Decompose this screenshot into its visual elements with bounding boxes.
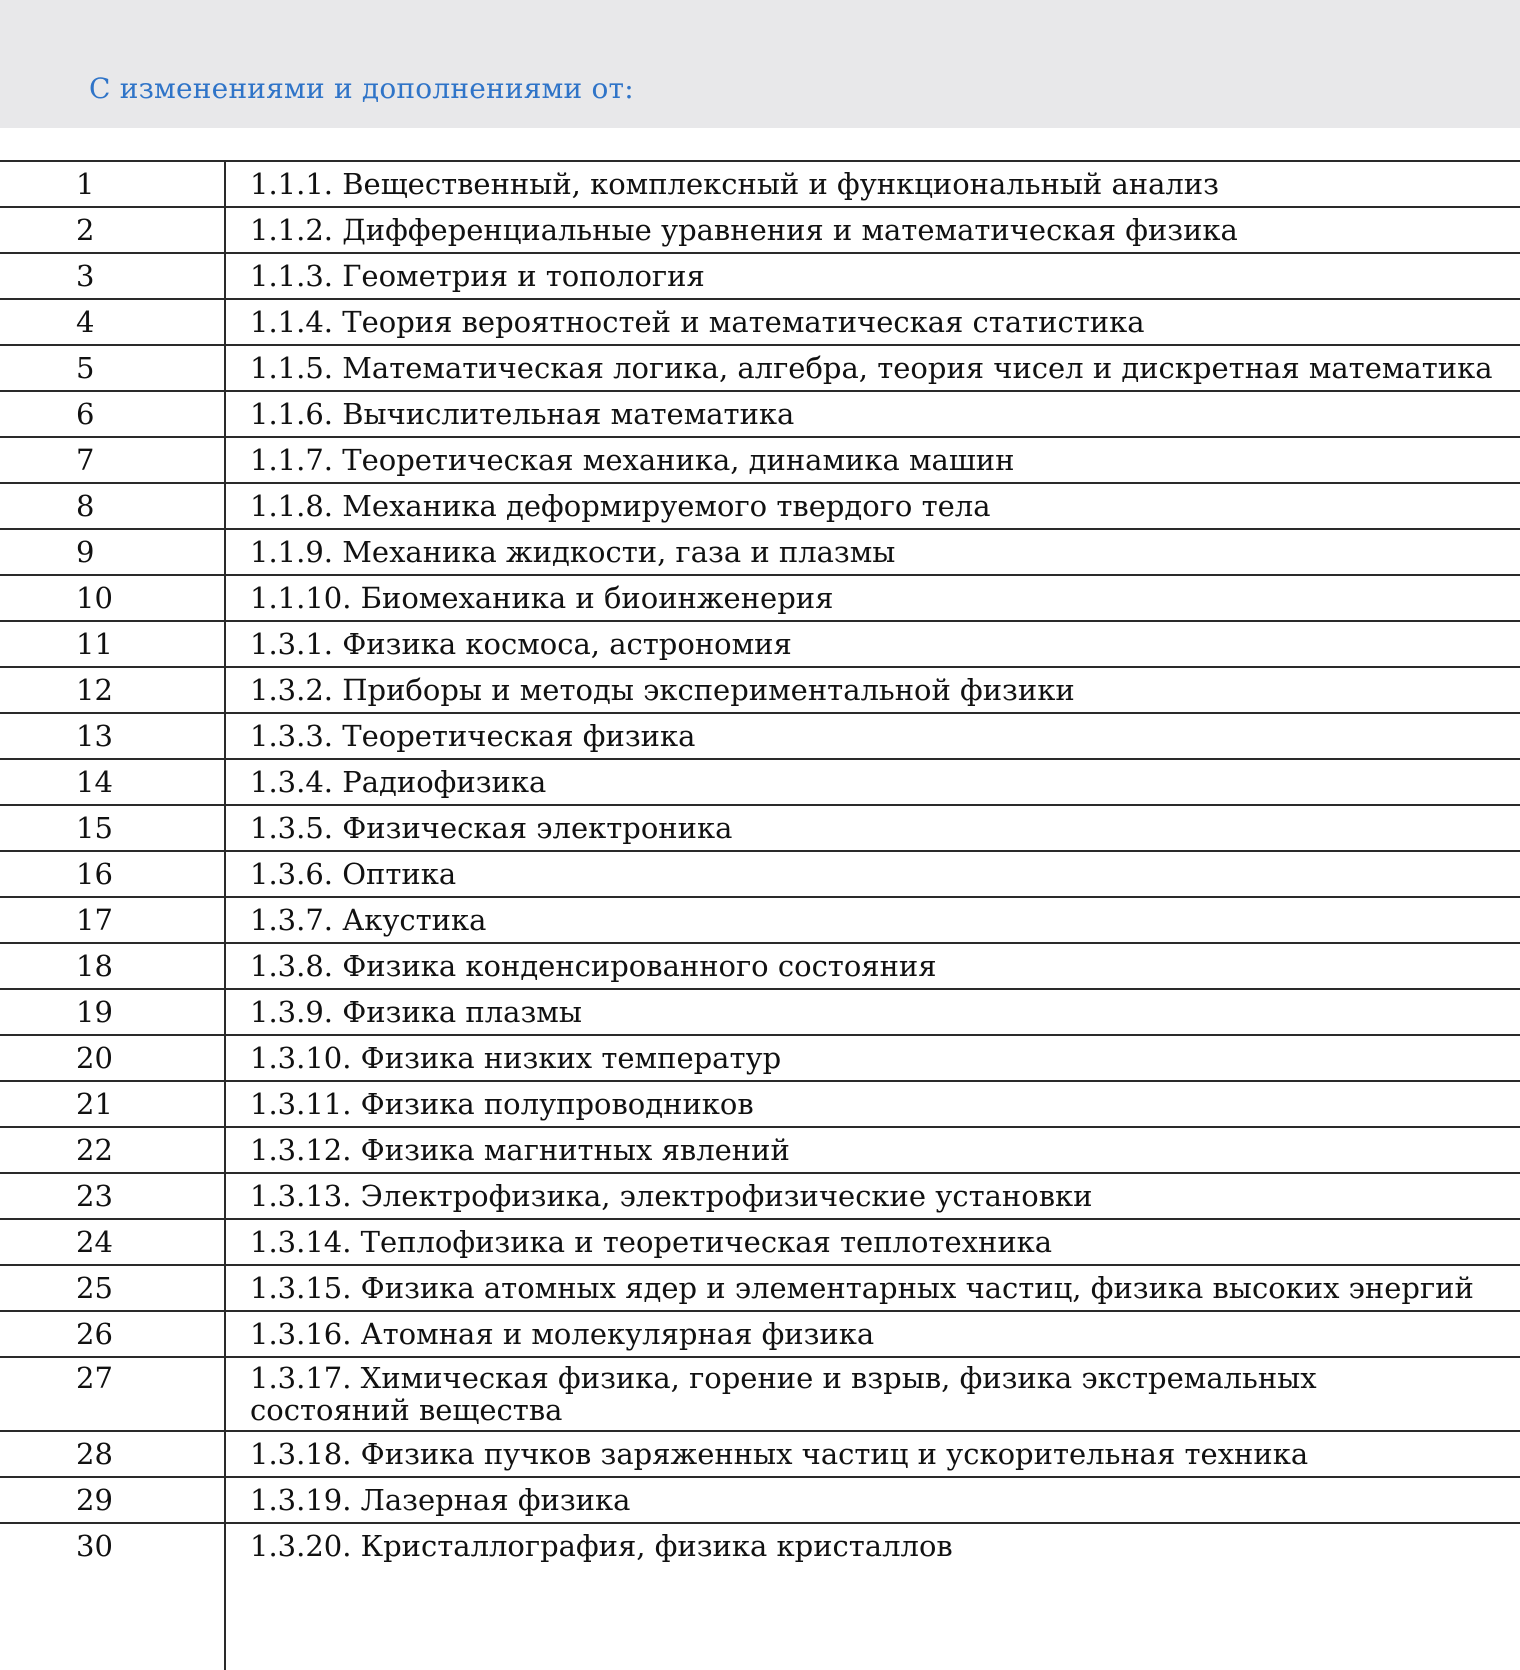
row-title: 1.3.13. Электрофизика, электрофизические установки: [250, 1179, 1093, 1213]
amendments-heading: С изменениями и дополнениями от:: [89, 72, 634, 105]
row-title: 1.3.20. Кристаллография, физика кристаллов: [250, 1529, 953, 1563]
row-title: 1.3.6. Оптика: [250, 857, 457, 891]
row-number: 28: [76, 1437, 113, 1471]
row-title: 1.1.4. Теория вероятностей и математическая статистика: [250, 305, 1145, 339]
row-number: 18: [76, 949, 113, 983]
table-row: [0, 299, 1520, 345]
specialties-table-container: [0, 160, 1520, 1670]
row-title: 1.3.2. Приборы и методы экспериментальной физики: [250, 673, 1075, 707]
table-row: [0, 1477, 1520, 1523]
table-row: [0, 1035, 1520, 1081]
row-number: 20: [76, 1041, 113, 1075]
row-number: 26: [76, 1317, 113, 1351]
row-title: 1.3.7. Акустика: [250, 903, 487, 937]
row-number: 25: [76, 1271, 113, 1305]
row-number: 8: [76, 489, 95, 523]
row-number: 7: [76, 443, 95, 477]
table-row: [0, 805, 1520, 851]
table-body: [0, 161, 1520, 1569]
row-number: 23: [76, 1179, 113, 1213]
row-title: 1.1.8. Механика деформируемого твердого тела: [250, 489, 991, 523]
table-row: [0, 713, 1520, 759]
row-title: 1.3.4. Радиофизика: [250, 765, 547, 799]
table-row: [0, 897, 1520, 943]
row-title: 1.1.1. Вещественный, комплексный и функциональный анализ: [250, 167, 1219, 201]
row-number: 3: [76, 259, 95, 293]
specialties-table: [0, 160, 1520, 1569]
row-number: 29: [76, 1483, 113, 1517]
row-title: 1.1.5. Математическая логика, алгебра, теория чисел и дискретная математика: [250, 351, 1493, 385]
table-row: [0, 161, 1520, 207]
row-number: 5: [76, 351, 95, 385]
table-row: [0, 437, 1520, 483]
table-row: [0, 391, 1520, 437]
table-row: [0, 345, 1520, 391]
row-title: 1.3.15. Физика атомных ядер и элементарных частиц, физика высоких энергий: [250, 1271, 1474, 1305]
row-number: 19: [76, 995, 113, 1029]
table-row: [0, 1081, 1520, 1127]
row-number: 22: [76, 1133, 113, 1167]
table-row: [0, 1127, 1520, 1173]
row-number: 30: [76, 1529, 113, 1563]
row-title: 1.3.14. Теплофизика и теоретическая теплотехника: [250, 1225, 1053, 1259]
row-number: 1: [76, 167, 95, 201]
table-row: [0, 943, 1520, 989]
row-title: 1.1.2. Дифференциальные уравнения и математическая физика: [250, 213, 1238, 247]
row-title: 1.3.17. Химическая физика, горение и взрыв, физика экстремальных состояний вещества: [250, 1361, 1317, 1427]
table-row: [0, 621, 1520, 667]
row-number: 14: [76, 765, 113, 799]
row-title: 1.3.16. Атомная и молекулярная физика: [250, 1317, 875, 1351]
row-number: 6: [76, 397, 95, 431]
row-number: 2: [76, 213, 95, 247]
row-title: 1.3.10. Физика низких температур: [250, 1041, 782, 1075]
row-title: 1.1.7. Теоретическая механика, динамика машин: [250, 443, 1015, 477]
table-row: [0, 1265, 1520, 1311]
table-row: [0, 989, 1520, 1035]
row-title: 1.3.12. Физика магнитных явлений: [250, 1133, 790, 1167]
row-title: 1.3.11. Физика полупроводников: [250, 1087, 754, 1121]
table-row: [0, 851, 1520, 897]
table-row: [0, 483, 1520, 529]
table-row: [0, 667, 1520, 713]
table-row: [0, 1523, 1520, 1569]
row-title: 1.1.9. Механика жидкости, газа и плазмы: [250, 535, 896, 569]
row-title: 1.3.19. Лазерная физика: [250, 1483, 631, 1517]
row-title: 1.3.5. Физическая электроника: [250, 811, 733, 845]
row-number: 21: [76, 1087, 113, 1121]
table-row: [0, 1431, 1520, 1477]
row-title: 1.1.3. Геометрия и топология: [250, 259, 705, 293]
row-number: 17: [76, 903, 113, 937]
row-number: 15: [76, 811, 113, 845]
row-number: 12: [76, 673, 113, 707]
row-title: 1.3.8. Физика конденсированного состояния: [250, 949, 937, 983]
row-number: 10: [76, 581, 113, 615]
table-row: [0, 1311, 1520, 1357]
table-row: [0, 759, 1520, 805]
row-number: 9: [76, 535, 95, 569]
table-row: [0, 253, 1520, 299]
table-row: [0, 1357, 1520, 1431]
row-title: 1.3.9. Физика плазмы: [250, 995, 582, 1029]
row-title: 1.3.3. Теоретическая физика: [250, 719, 696, 753]
row-title: 1.3.18. Физика пучков заряженных частиц и ускорительная техника: [250, 1437, 1309, 1471]
row-title: 1.3.1. Физика космоса, астрономия: [250, 627, 792, 661]
table-row: [0, 575, 1520, 621]
row-number: 11: [76, 627, 113, 661]
table-row: [0, 1173, 1520, 1219]
row-number: 4: [76, 305, 95, 339]
row-number: 13: [76, 719, 113, 753]
row-title: 1.1.10. Биомеханика и биоинженерия: [250, 581, 834, 615]
row-title: 1.1.6. Вычислительная математика: [250, 397, 795, 431]
table-row: [0, 207, 1520, 253]
table-row: [0, 1219, 1520, 1265]
header-band: [0, 0, 1520, 128]
table-row: [0, 529, 1520, 575]
row-number: 16: [76, 857, 113, 891]
row-number: 27: [76, 1361, 113, 1395]
row-number: 24: [76, 1225, 113, 1259]
